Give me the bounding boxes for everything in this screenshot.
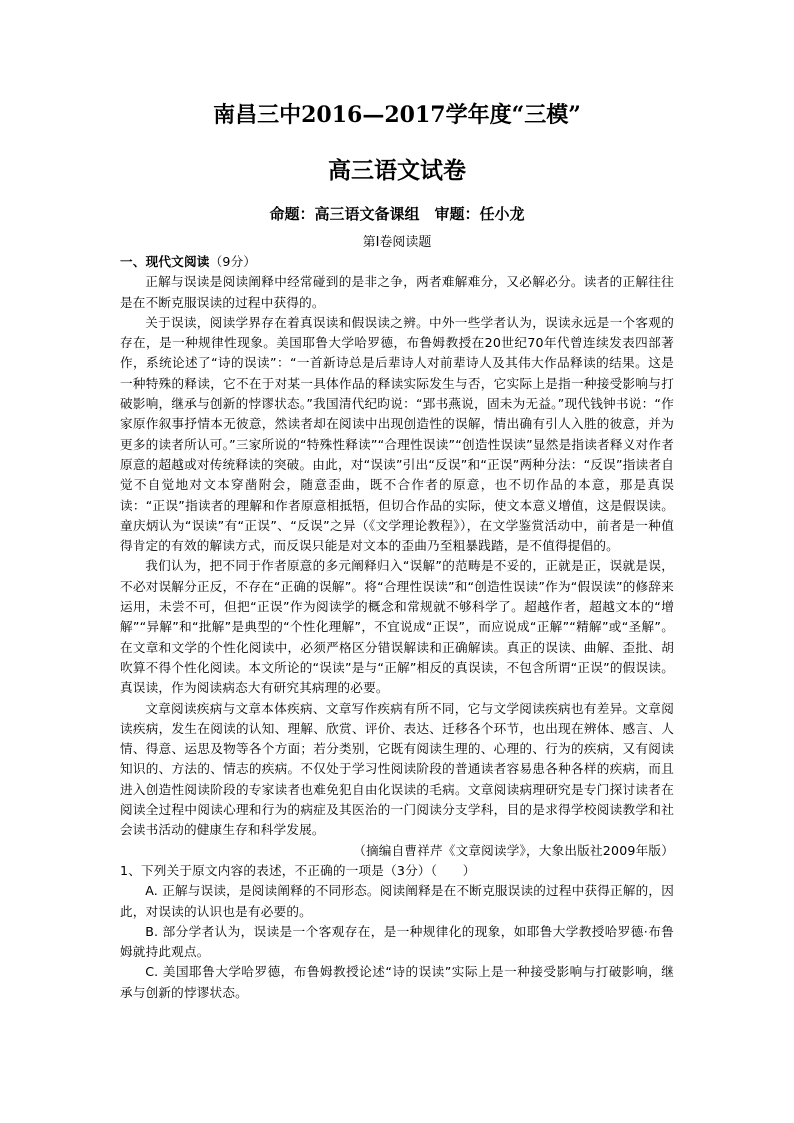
volume-label: 第I卷阅读题 (362, 235, 432, 250)
section-score: （9分） (209, 254, 257, 269)
question-1-option-b: B. 部分学者认为，误读是一个客观存在，是一种规律化的现象，如耶鲁大学教授哈罗德·布鲁姆就持此观点。 (120, 923, 674, 960)
passage-paragraph-3: 我们认为，把不同于作者原意的多元阐释归入“误解”的范畴是不妥的，正就是正，误就是误，不必对误解分正反，不存在“正确的误解”。将“合理性误读”和“创造性误读”作为“假误读”的修辞来运用，未尝不可，但把“正误”作为阅读学的概念和常规就不够科学了。超越作者，超越文本的“增解”“异解”和“批解”是典型的“个性化理解”，不宜说成“正误”，而应说成“正解”“精解”或“圣解”。在文章和文学的个性化阅读中，必须严格区分错误解读和正确解读。真正的误读、曲解、歪批、胡吹算不得个性化阅读。本文所论的“误读”是与“正解”相反的真误读，不包含所谓“正误”的假误读。真误读，作为阅读病态大有研究其病理的必要。 (120, 558, 674, 696)
exam-title: 南昌三中2016—2017学年度“三模” (213, 102, 581, 128)
passage-paragraph-1: 正解与误读是阅读阐释中经常碰到的是非之争，两者难解难分，又必解必分。读者的正解往往是在不断克服误读的过程中获得的。 (120, 274, 674, 310)
exam-authors: 命题：高三语文备课组 审题：任小龙 (269, 205, 525, 223)
passage-paragraph-2: 关于误读，阅读学界存在着真误读和假误读之辨。中外一些学者认为，误读永远是一个客观的存在，是一种规律性现象。美国耶鲁大学哈罗德，布鲁姆教授在20世纪70年代曾连续发表四部著作，系统论述了“诗的误读”：“一首新诗总是后辈诗人对前辈诗人及其伟大作品释读的结果。这是一种特殊的释读，它不在于对某一具体作品的释读实际发生与否，它实际上是指一种接受影响与打破影响，继承与创新的悖谬状态。”我国清代纪昀说：“郢书燕说，固未为无益。”现代钱钟书说：“作家原作叙事抒情本无彼意，然读者却在阅读中出现创造性的误解，情出确有引人入胜的彼意，并为更多的读者所认可。”三家所说的“特殊性释读”“合理性误读”“创造性误读”显然是指读者释义对作者原意的超越或对传统释读的突破。由此，对“误读”引出“反误”和“正误”两种分法：“反误”指读者自觉不自觉地对文本穿凿附会，随意歪曲，既不合作者的原意，也不切作品的本意，那是真误读：“正误”指读者的理解和作者原意相抵牾，但切合作品的实际，使文本意义增值，这是假误读。童庆炳认为“误读”有“正误”、“反误”之异（《文学理论教程》），在文学鉴赏活动中，前者是一种值得肯定的有效的解读方式，而反误只能是对文本的歪曲乃至粗暴践踏，是不值得提倡的。 (120, 314, 674, 554)
passage-paragraph-4: 文章阅读疾病与文章本体疾病、文章写作疾病有所不同，它与文学阅读疾病也有差异。文章阅读疾病，发生在阅读的认知、理解、欣赏、评价、表达、迁移各个环节，也出现在辨体、感言、人情、得意、运思及物等各个方面；若分类别，它既有阅读生理的、心理的、行为的疾病，又有阅读知识的、方法的、情志的疾病。不仅处于学习性阅读阶段的普通读者容易患各种各样的疾病，而且进入创造性阅读阶段的专家读者也难免犯自由化误读的毛病。文章阅读病理研究是专门探讨读者在阅读全过程中阅读心理和行为的病症及其医治的一门阅读分支学科，目的是求得学校阅读教学和社会读书活动的健康生存和科学发展。 (120, 700, 674, 838)
section-heading-label: 一、现代文阅读 (120, 254, 210, 269)
question-1-stem: 1、下列关于原文内容的表述，不正确的一项是（3分）（ ） (120, 862, 476, 878)
question-1-option-c: C. 美国耶鲁大学哈罗德，布鲁姆教授论述“诗的误读”实际上是一种接受影响与打破影响，继承与创新的悖谬状态。 (120, 964, 674, 1000)
exam-body (120, 252, 674, 1003)
exam-subtitle: 高三语文试卷 (328, 157, 466, 184)
section-heading (120, 252, 674, 272)
passage-source: （摘编自曹祥芹《文章阅读学》，大象出版社2009年版） (353, 842, 674, 858)
question-1-option-a: A. 正解与误读，是阅读阐释的不同形态。阅读阐释是在不断克服误读的过程中获得正解的，因此，对误读的认识也是有必要的。 (120, 883, 674, 919)
